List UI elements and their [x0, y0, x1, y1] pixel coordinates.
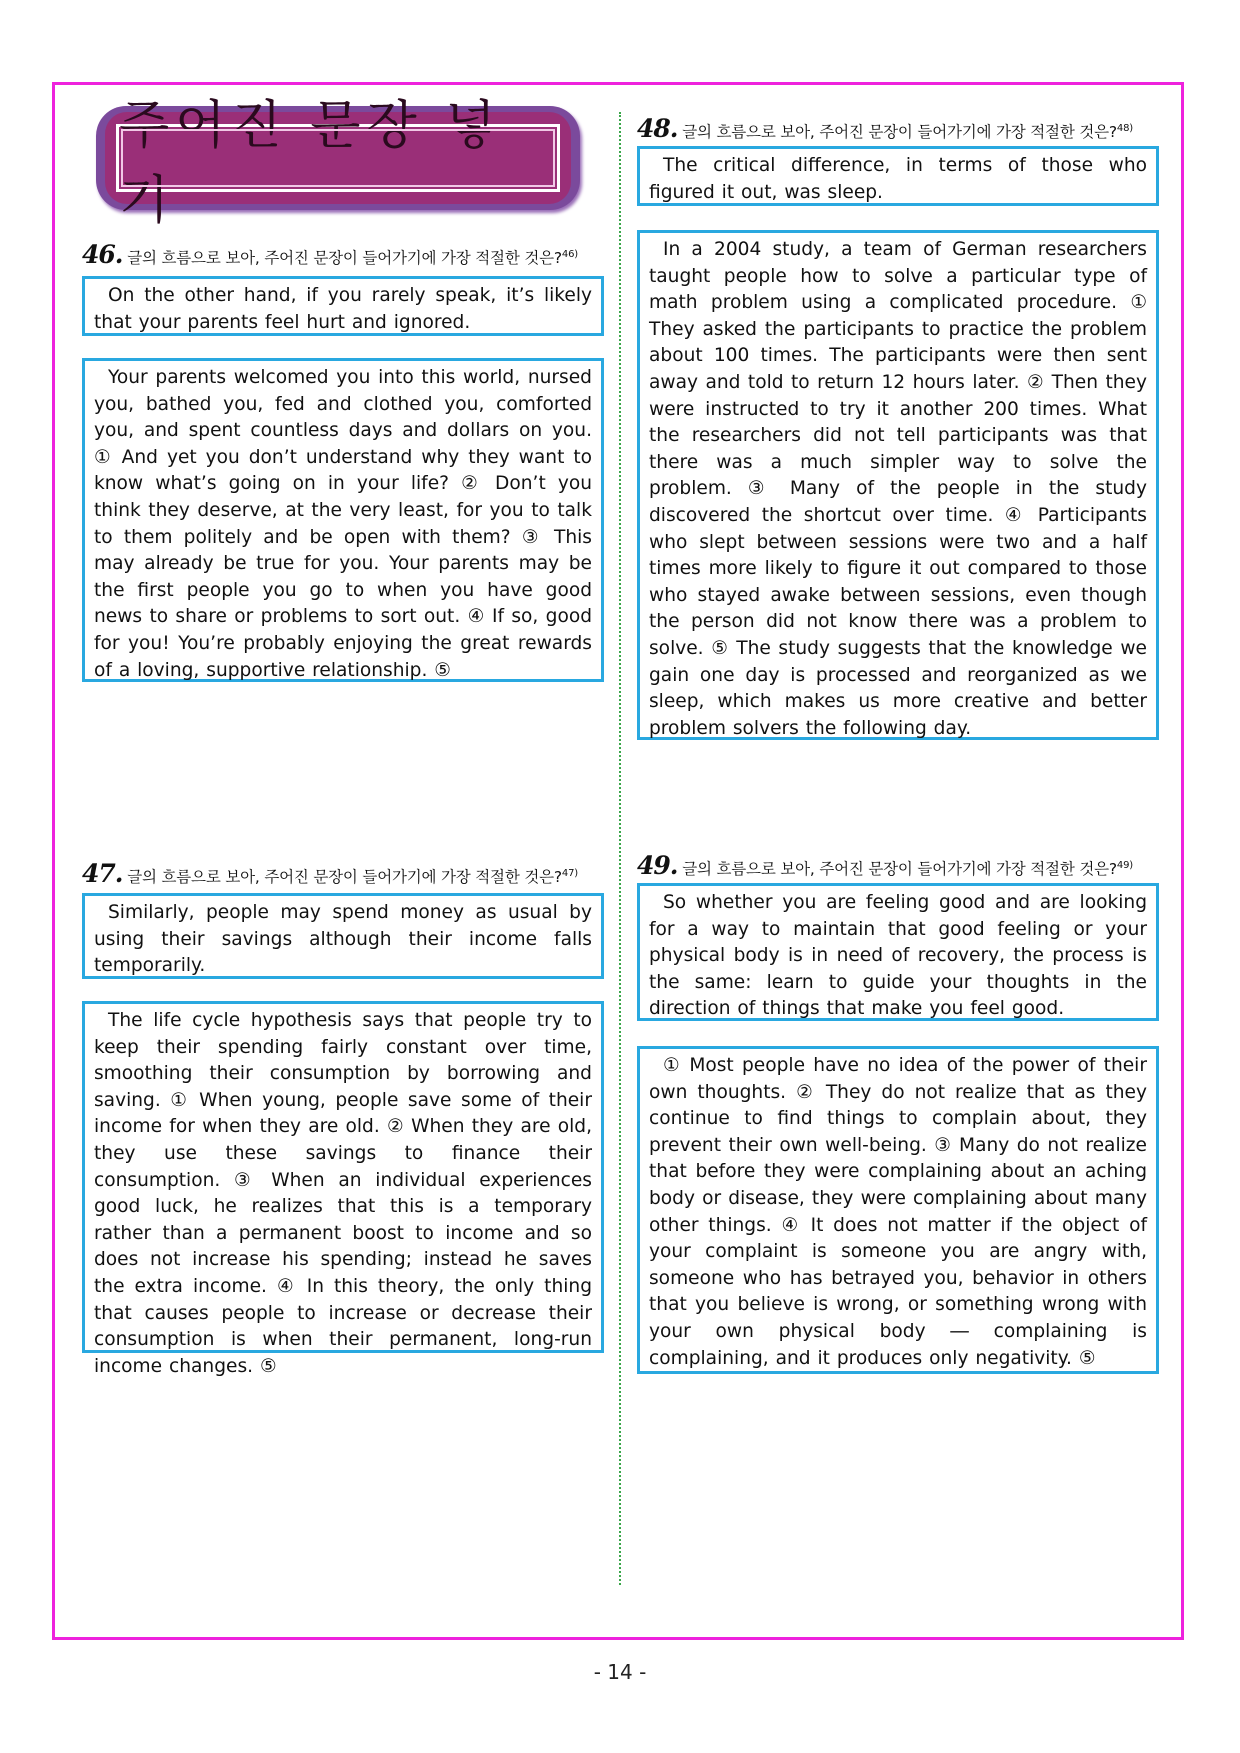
question-47-heading	[82, 859, 578, 888]
question-footnote-mark: 46)	[561, 248, 578, 260]
question-49-passage: ① Most people have no idea of the power of their own thoughts. ② They do not realize that as they continue to find things to complain about, they prevent their own well-being. ③ Many do not realize that before they were complaining about an aching body or disease, they were complaining about many other things. ④ It does not matter if the object of your complaint is someone you are angry with, someone who has betrayed you, behavior in others that you believe is wrong, or something wrong with your own physical body ― complaining is complaining, and it produces only negativity. ⑤	[637, 1046, 1159, 1374]
question-number: 48.	[637, 114, 678, 143]
question-49-heading	[637, 851, 1133, 880]
question-footnote-mark: 49)	[1116, 859, 1133, 871]
question-number: 47.	[82, 859, 123, 888]
question-prompt: 글의 흐름으로 보아, 주어진 문장이 들어가기에 가장 적절한 것은?	[127, 868, 562, 886]
page-number: - 14 -	[593, 1660, 647, 1684]
column-divider	[619, 112, 621, 1585]
question-48-heading	[637, 114, 1133, 143]
question-49-given-sentence: So whether you are feeling good and are looking for a way to maintain that good feeling or your physical body is in need of recovery, the process is the same: learn to guide your thoughts in the direction of things that make you feel good.	[637, 883, 1159, 1021]
question-number: 46.	[82, 240, 123, 269]
question-footnote-mark: 47)	[561, 867, 578, 879]
question-47-passage: The life cycle hypothesis says that people try to keep their spending fairly constant over time, smoothing their consumption by borrowing and saving. ① When young, people save some of their income for when they are old. ② When they are old, they use these savings to finance their consumption. ③ When an individual experiences good luck, he realizes that this is a temporary rather than a permanent boost to income and so does not increase his spending; instead he saves the extra income. ④ In this theory, the only thing that causes people to increase or decrease their consumption is when their permanent, long-run income changes. ⑤	[82, 1001, 604, 1353]
question-number: 49.	[637, 851, 678, 880]
question-48-passage: In a 2004 study, a team of German researchers taught people how to solve a particular type of math problem using a complicated procedure. ① They asked the participants to practice the problem about 100 times. The participants were then sent away and told to return 12 hours later. ② Then they were instructed to try it another 200 times. What the researchers did not tell participants was that there was a much simpler way to solve the problem. ③ Many of the people in the study discovered the shortcut over time. ④ Participants who slept between sessions were two and a half times more likely to figure it out compared to those who stayed awake between sessions, even though the person did not know there was a problem to solve. ⑤ The study suggests that the knowledge we gain one day is processed and reorganized as we sleep, which makes us more creative and better problem solvers the following day.	[637, 230, 1159, 740]
question-prompt: 글의 흐름으로 보아, 주어진 문장이 들어가기에 가장 적절한 것은?	[682, 860, 1117, 878]
question-47-given-sentence: Similarly, people may spend money as usual by using their savings although their income falls temporarily.	[82, 893, 604, 979]
section-title: 주어진 문장 넣기	[119, 96, 502, 231]
question-46-heading	[82, 240, 578, 269]
question-46-passage: Your parents welcomed you into this world, nursed you, bathed you, fed and clothed you, comforted you, and spent countless days and dollars on you. ① And yet you don’t understand why they want to know what’s going on in your life? ② Don’t you think they deserve, at the very least, for you to talk to them politely and be open with them? ③ This may already be true for you. Your parents may be the first people you go to when you have good news to share or problems to sort out. ④ If so, good for you! You’re probably enjoying the great rewards of a loving, supportive relationship. ⑤	[82, 358, 604, 682]
question-prompt: 글의 흐름으로 보아, 주어진 문장이 들어가기에 가장 적절한 것은?	[127, 249, 562, 267]
question-46-given-sentence: On the other hand, if you rarely speak, it’s likely that your parents feel hurt and ignored.	[82, 276, 604, 336]
question-48-given-sentence: The critical difference, in terms of those who figured it out, was sleep.	[637, 146, 1159, 206]
section-banner	[96, 96, 580, 231]
question-footnote-mark: 48)	[1116, 122, 1133, 134]
question-prompt: 글의 흐름으로 보아, 주어진 문장이 들어가기에 가장 적절한 것은?	[682, 123, 1117, 141]
